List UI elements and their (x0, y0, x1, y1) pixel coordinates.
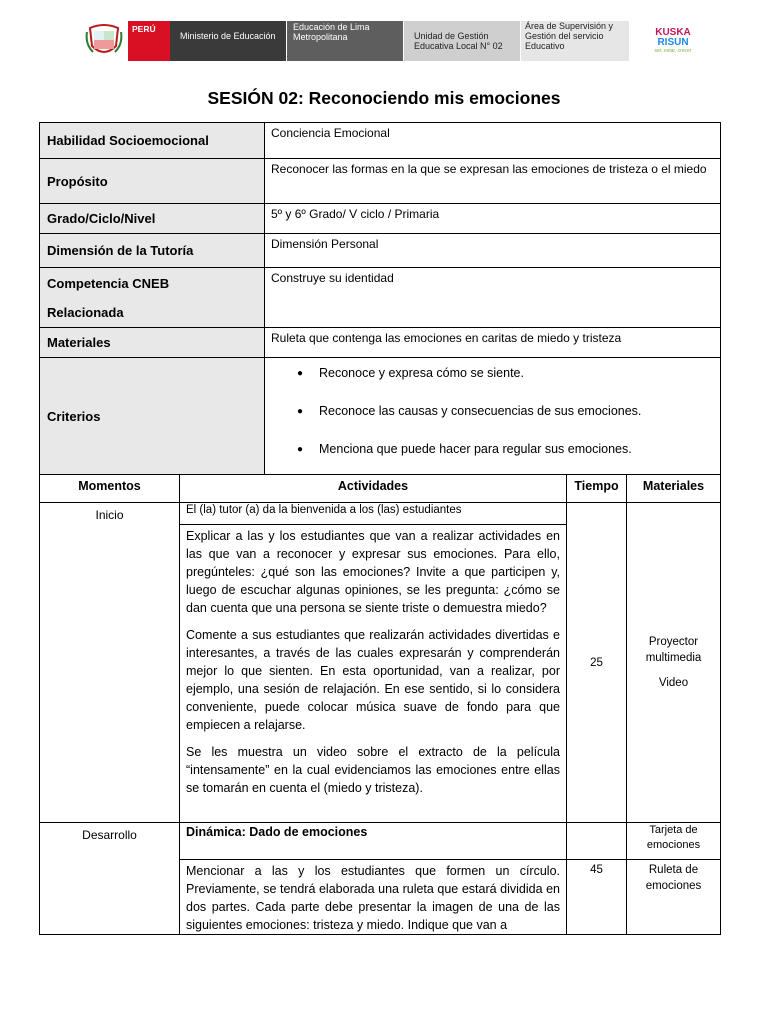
grado-label: Grado/Ciclo/Nivel (40, 204, 265, 234)
inicio-materiales: Proyector multimedia Video (627, 503, 721, 823)
moment-desarrollo: Desarrollo (40, 823, 180, 935)
competencia-label: Competencia CNEB Relacionada (40, 268, 265, 328)
header-momentos: Momentos (40, 475, 180, 503)
header-materiales: Materiales (627, 475, 721, 503)
info-table (39, 122, 721, 475)
ugel-label: Unidad de Gestión Educativa Local N° 02 (404, 21, 520, 61)
inicio-paragraph: Comente a sus estudiantes que realizarán actividades divertidas e interesantes, a través de las cuales expresarán y comprenderán mejor lo que sienten. En esta oportunidad, van a realizar, por ejemplo, una sesión de relajación. En ese sentido, si lo considera conveniente, puede colocar música suave de fondo para que empiecen a relajarse. (186, 628, 560, 732)
page-title: SESIÓN 02: Reconociendo mis emociones (207, 88, 561, 108)
desarrollo-heading: Dinámica: Dado de emociones (180, 823, 567, 860)
peru-label: PERÚ (128, 21, 170, 61)
inicio-paragraph: Se les muestra un video sobre el extracto de la película “intensamente” en la cual evidenciamos las emociones entre ellas se tomarán en cuenta el (miedo y tristeza). (186, 745, 560, 795)
header-actividades: Actividades (180, 475, 567, 503)
dimension-value: Dimensión Personal (265, 234, 721, 268)
desarrollo-materiales: Ruleta de emociones (627, 860, 721, 935)
kuska-risun-logo: KUSKA RISUN ser, estar, crecer (654, 27, 692, 54)
proposito-label: Propósito (40, 159, 265, 204)
header-tiempo: Tiempo (567, 475, 627, 503)
grado-value: 5º y 6º Grado/ V ciclo / Primaria (265, 204, 721, 234)
inicio-paragraph: Explicar a las y los estudiantes que van a realizar actividades en las que van a reconocer y expresar sus emociones. Para ello, pregúnteles: ¿qué son las emociones? Invite a que participen y, luego de escuchar algunas opiniones, se les pregunta: ¿cómo se dan cuenta que una persona se siente triste o demuestra miedo? (186, 529, 560, 615)
inicio-tiempo: 25 (567, 503, 627, 823)
inicio-intro: El (la) tutor (a) da la bienvenida a los (las) estudiantes (180, 503, 567, 525)
materiales-label: Materiales (40, 328, 265, 358)
habilidad-label: Habilidad Socioemocional (40, 123, 265, 159)
competencia-value: Construye su identidad (265, 268, 721, 328)
header-logos (83, 21, 703, 61)
criterios-list (265, 358, 721, 475)
desarrollo-tiempo-top (567, 823, 627, 860)
habilidad-value: Conciencia Emocional (265, 123, 721, 159)
desarrollo-activities: Mencionar a las y los estudiantes que formen un círculo. Previamente, se tendrá elaborada una ruleta que estará dividida en dos partes. Cada parte debe presentar la imagen de una de las siguientes emociones: tristeza y miedo. Indique que van a (180, 860, 567, 935)
criterio-item: ● Reconoce las causas y consecuencias de sus emociones. (319, 403, 714, 420)
ministerio-label: Ministerio de Educación (170, 21, 286, 61)
desarrollo-materiales-top: Tarjeta de emociones (627, 823, 721, 860)
area-label: Área de Supervisión y Gestión del servicio Educativo (521, 21, 629, 61)
peru-shield-icon (83, 21, 125, 61)
criterio-item: ● Menciona que puede hacer para regular sus emociones. (319, 441, 714, 458)
inicio-activities (180, 525, 567, 823)
criterio-item: ● Reconoce y expresa cómo se siente. (319, 365, 714, 382)
materiales-value: Ruleta que contenga las emociones en caritas de miedo y tristeza (265, 328, 721, 358)
dimension-label: Dimensión de la Tutoría (40, 234, 265, 268)
activity-table (39, 474, 721, 935)
moment-inicio: Inicio (40, 503, 180, 823)
lima-label: Educación de Lima Metropolitana (287, 21, 403, 61)
criterios-label: Criterios (40, 358, 265, 475)
proposito-value: Reconocer las formas en la que se expresan las emociones de tristeza o el miedo (265, 159, 721, 204)
desarrollo-tiempo: 45 (567, 860, 627, 935)
